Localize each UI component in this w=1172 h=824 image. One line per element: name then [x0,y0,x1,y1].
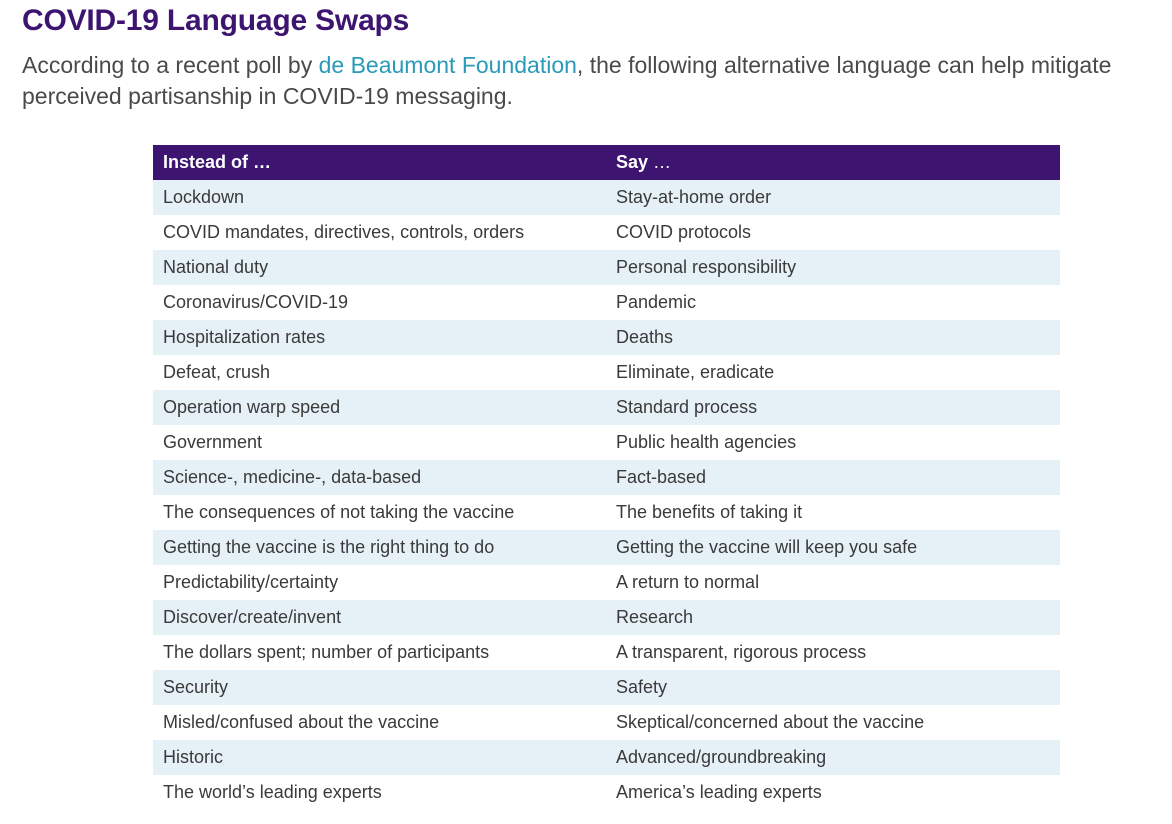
language-swap-table [153,145,1060,810]
instead-cell: Misled/confused about the vaccine [153,705,606,740]
instead-cell: The world’s leading experts [153,775,606,810]
table-header-row [153,145,1060,180]
instead-cell: Lockdown [153,180,606,215]
table-row [153,180,1060,215]
say-cell: America’s leading experts [606,775,1060,810]
say-cell: Personal responsibility [606,250,1060,285]
instead-cell: National duty [153,250,606,285]
page-title: COVID-19 Language Swaps [22,4,410,37]
say-cell: Pandemic [606,285,1060,320]
say-cell: COVID protocols [606,215,1060,250]
column-header-say [606,145,1060,180]
instead-cell: COVID mandates, directives, controls, orders [153,215,606,250]
instead-cell: Predictability/certainty [153,565,606,600]
table-row [153,495,1060,530]
say-cell: The benefits of taking it [606,495,1060,530]
table-row [153,705,1060,740]
instead-cell: Operation warp speed [153,390,606,425]
say-cell: Research [606,600,1060,635]
table-row [153,740,1060,775]
table-row [153,355,1060,390]
say-cell: Deaths [606,320,1060,355]
table-row [153,775,1060,810]
say-cell: Public health agencies [606,425,1060,460]
instead-cell: The dollars spent; number of participants [153,635,606,670]
table-row [153,215,1060,250]
instead-cell: Historic [153,740,606,775]
column-header-say-ellipsis: … [648,152,672,172]
intro-prefix: According to a recent poll by [22,52,319,78]
foundation-link[interactable]: de Beaumont Foundation [318,52,577,78]
column-header-instead: Instead of … [153,145,606,180]
instead-cell: Defeat, crush [153,355,606,390]
instead-cell: Hospitalization rates [153,320,606,355]
instead-cell: Discover/create/invent [153,600,606,635]
instead-cell: The consequences of not taking the vaccine [153,495,606,530]
column-header-say-label: Say [616,152,649,172]
say-cell: A transparent, rigorous process [606,635,1060,670]
say-cell: Stay-at-home order [606,180,1060,215]
table-row [153,320,1060,355]
table-row [153,425,1060,460]
instead-cell: Science-, medicine-, data-based [153,460,606,495]
table-row [153,635,1060,670]
instead-cell: Government [153,425,606,460]
table-row [153,530,1060,565]
say-cell: Fact-based [606,460,1060,495]
table-row [153,285,1060,320]
say-cell: Skeptical/concerned about the vaccine [606,705,1060,740]
table-row [153,460,1060,495]
table-body [153,180,1060,810]
table-row [153,250,1060,285]
say-cell: Safety [606,670,1060,705]
intro-paragraph [22,50,1162,112]
table-row [153,600,1060,635]
say-cell: Getting the vaccine will keep you safe [606,530,1060,565]
say-cell: Standard process [606,390,1060,425]
instead-cell: Getting the vaccine is the right thing to do [153,530,606,565]
say-cell: Eliminate, eradicate [606,355,1060,390]
table-row [153,565,1060,600]
table-row [153,390,1060,425]
table-row [153,670,1060,705]
instead-cell: Coronavirus/COVID-19 [153,285,606,320]
intro-suffix: , the following alternative language can help mitigate perceived partisanship in COVID-19 messaging. [22,52,1112,109]
instead-cell: Security [153,670,606,705]
say-cell: Advanced/groundbreaking [606,740,1060,775]
say-cell: A return to normal [606,565,1060,600]
